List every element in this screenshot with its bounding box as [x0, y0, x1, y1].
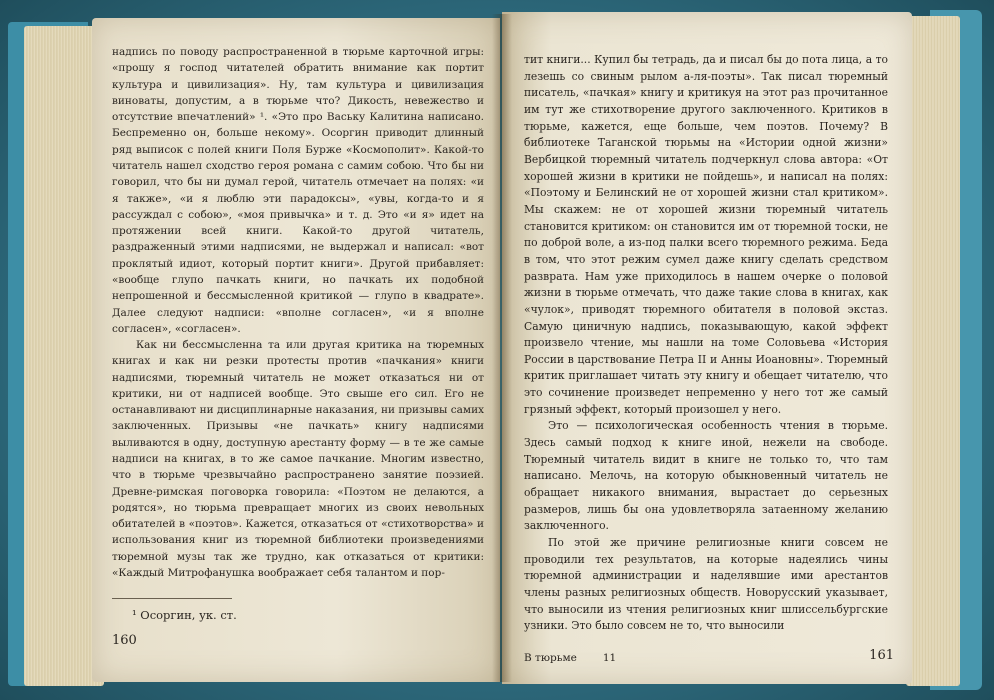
- right-paragraph-3: По этой же причине религиозные книги совсем не проводили тех результатов, на которые надеялись чины тюремной администрации и наделявшие ими арестантов члены разных религиозных обществ. Новорусский указывает, что выносили из чтения религиозных книг шлиссельбургские узники. Это было совсем не то, что выносили: [524, 536, 888, 633]
- page-number-right: 161: [869, 648, 894, 663]
- left-paragraph-2: Как ни бессмысленна та или другая критика на тюремных книгах и как ни резки протесты против «пачкания» книги надписями, тюремный читатель не может отказаться ни от критики, ни от надписей вообще. Это свыше его сил. Его не останавливают ни дисциплинарные наказания, ни призывы самих заключенных. Призывы «не пачкать» книгу надписями выливаются в одну, доступную арестанту форму — в те же самые надписи на книгах, в то же самое пачкание. Многим известно, что в тюрьме чрезвычайно распространено занятие поэзией. Древне-римская поговорка говорила: «Поэтом не делаются, а родятся», но тюрьма превращает многих из своих невольных обитателей в «поэтов». Кажется, отказаться от «стихотворства» и использования книг из тюремной библиотеки произведениями тюремной музы так же трудно, как отказаться от критики: «Каждый Митрофанушка воображает себя талантом и пор-: [112, 339, 484, 579]
- left-page: [92, 18, 500, 682]
- page-edges-right: [906, 16, 960, 686]
- footnote: ¹ Осоргин, ук. ст.: [132, 608, 237, 622]
- page-number-left: 160: [112, 633, 137, 648]
- right-paragraph-1: тит книги... Купил бы тетрадь, да и писал бы до пота лица, а то лезешь со свиным рылом а-ля-поэты». Так писал тюремный писатель, «пачкая» книгу и критикуя на этот раз прочитанное им тут же стихотворение другого заключенного. Критиков в тюрьме, кажется, еще больше, чем поэтов. Почему? В библиотеке Таганской тюрьмы на «Истории одной жизни» Вербицкой тюремный читатель подчеркнул слова автора: «От хорошей жизни в критики не пойдешь», и написал на полях: «Поэтому и Белинский не от хорошей жизни стал критиком». Мы скажем: не от хорошей жизни тюремный читатель становится критиком: он становится им от тюремной тоски, не по доброй воле, а из-под палки всего тюремного режима. Беда в том, что этот режим сумел даже книгу сделать средством разврата. Нам уже приходилось в нашем очерке о половой жизни в тюрьме отмечать, что даже такие слова в книгах, как «чулок», приводят тюремного обитателя в половой экстаз. Самую циничную надпись, показывающую, какой эффект произвело чтение, мы нашли на томе Соловьева «История России в царствование Петра II и Анны Иоановны». Тюремный критик приглашает читать эту книгу и обещает читателю, что это сочинение произведет непременно у него тот же самый грязный эффект, который произошел у него.: [524, 53, 888, 416]
- signature-title: В тюрьме: [524, 652, 577, 664]
- book-gutter: [492, 14, 512, 682]
- right-page: [502, 12, 912, 684]
- printer-signature: [524, 652, 642, 664]
- left-page-text: [112, 44, 484, 581]
- left-paragraph-1: надпись по поводу распространенной в тюрьме карточной игры: «прошу я господ читателей обратить внимание как портит культура и цивилизация». Ну, там культура и цивилизация виноваты, допустим, а в тюрьме что? Дикость, невежество и отсутствие впечатлений» ¹. «Это про Ваську Калитина написано. Беспременно он, больше некому». Осоргин приводит длинный ряд выписок с полей книги Поля Бурже «Космополит». Какой-то читатель нашел сходство героя романа с самим собою. Что бы ни говорил, что бы ни думал герой, читатель отмечает на полях: «и я также», «и я люблю эти парадоксы», «увы, когда-то и я рассуждал с собою», «моя привычка» и т. д. Это «и я» идет на протяжении всей книги. Какой-то другой читатель, раздраженный этими надписями, не выдержал и написал: «вот проклятый идиот, который портит книги». Другой прибавляет: «вообще глупо пачкать книги, но пачкать их подобной непрошенной и бессмысленной критикой — глупо в квадрате». Далее следуют надписи: «вполне согласен», «и я вполне согласен», «согласен».: [112, 46, 484, 335]
- right-paragraph-2: Это — психологическая особенность чтения в тюрьме. Здесь самый подход к книге иной, нежели на свободе. Тюремный читатель видит в книге не только то, что там написано. Мелочь, на которую обыкновенный читатель не обращает никакого внимания, вырастает до серьезных размеров, лишь бы она удовлетворяла затаенному желанию заключенного.: [524, 419, 888, 533]
- footnote-rule: [112, 598, 232, 599]
- right-page-text: [524, 52, 888, 635]
- signature-number: 11: [602, 652, 617, 664]
